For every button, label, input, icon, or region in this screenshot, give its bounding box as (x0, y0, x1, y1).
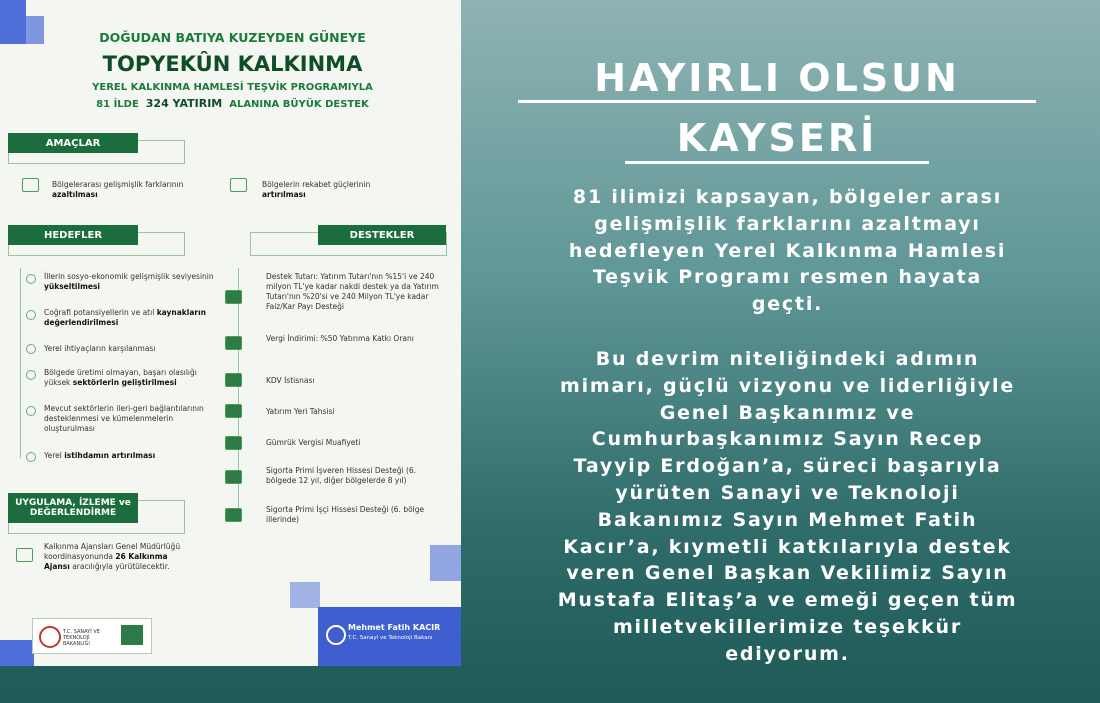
list-item: Coğrafi potansiyellerin ve atıl kaynakların değerlendirilmesi (44, 308, 207, 327)
brand-logo (121, 625, 143, 645)
list-item: Bölgelerarası gelişmişlik farklarının azaltılması (52, 180, 184, 199)
list-item: Gümrük Vergisi Muafiyeti (266, 438, 361, 447)
section-header-hedefler: HEDEFLER (8, 225, 138, 245)
heading-line2: KAYSERİ (676, 116, 878, 160)
list-item: Yerel istihdamın artırılması (44, 451, 156, 460)
decor-block (430, 545, 461, 581)
seal-icon (326, 625, 346, 645)
chart-icon (16, 548, 33, 562)
poster-title-line3: YEREL KALKINMA HAMLESİ TEŞVİK PROGRAMIYLA (92, 82, 373, 93)
bullet-icon (26, 344, 36, 354)
list-item: Mevcut sektörlerin ileri-geri bağlantılarının desteklenmesi ve kümelenmelerin oluşturulması (44, 404, 204, 433)
worker-icon (225, 508, 242, 522)
bullet-icon (26, 370, 36, 380)
list-item: Sigorta Primi İşveren Hissesi Desteği (6. bölgede 12 yıl, diğer bölgelerde 8 yıl) (266, 466, 417, 485)
minister-name: Mehmet Fatih KACIR (348, 623, 441, 632)
growth-icon (230, 178, 247, 192)
list-item: Yatırım Yeri Tahsisi (266, 407, 335, 416)
list-item: Destek Tutarı: Yatırım Tutarı'nın %15'i ve 240 milyon TL'ye kadar nakdi destek ya da Yatırım Tutarı'nın %20'si ve 240 Milyon TL'ye kadar Faiz/Kar Payı Desteği (266, 272, 439, 311)
list-item: Yerel ihtiyaçların karşılanması (44, 344, 156, 353)
bullet-icon (26, 452, 36, 462)
percent-icon (225, 336, 242, 350)
minister-role: T.C. Sanayi ve Teknoloji Bakanı (348, 635, 433, 641)
list-item: Sigorta Primi İşçi Hissesi Desteği (6. bölge illerinde) (266, 505, 425, 524)
heading-line1: HAYIRLI OLSUN (594, 56, 960, 100)
growth-icon (22, 178, 39, 192)
list-item: Bölgelerin rekabet güçlerinin artırılması (262, 180, 371, 199)
paragraph-intro: 81 ilimizi kapsayan, bölgeler arası gelişmişlik farklarını azaltmayı hedefleyen Yerel Kalkınma Hamlesi Teşvik Programı resmen hayata geçti. (568, 186, 1007, 316)
bullet-icon (26, 274, 36, 284)
minister-signature-box (318, 607, 461, 666)
heading-underline (625, 161, 929, 164)
poster-image (0, 0, 461, 666)
heading-underline (518, 100, 1036, 103)
poster-title-line1: DOĞUDAN BATIYA KUZEYDEN GÜNEYE (99, 30, 366, 45)
money-icon (225, 290, 242, 304)
ministry-label: T.C. SANAYİ VE TEKNOLOJİ BAKANLIĞI (63, 629, 100, 647)
section-header-amaclar: AMAÇLAR (8, 133, 138, 153)
section-header-uygulama: UYGULAMA, İZLEME ve DEĞERLENDİRME (8, 493, 138, 523)
customs-icon (225, 436, 242, 450)
ministry-logo (32, 618, 152, 654)
bullet-icon (26, 406, 36, 416)
list-item: KDV İstisnası (266, 376, 315, 385)
list-item: İllerin sosyo-ekonomik gelişmişlik seviyesinin yükseltilmesi (44, 272, 214, 291)
poster-title-line4: 81 İLDE 324 YATIRIM ALANINA BÜYÜK DESTEK (96, 97, 369, 110)
section-header-destekler: DESTEKLER (318, 225, 446, 245)
list-item: Vergi İndirimi: %50 Yatırıma Katkı Oranı (266, 334, 414, 343)
paragraph-thanks: Bu devrim niteliğindeki adımın mimarı, güçlü vizyonu ve liderliğiyle Genel Başkanımız ve Cumhurbaşkanımız Sayın Recep Tayyip Erdoğan’a, süreci başarıyla yürüten Sanayi ve Teknoloji Bakanımız Sayın Mehmet Fatih Kacır’a, kıymetli katkılarıyla destek veren Genel Başkan Vekilimiz Sayın Mustafa Elitaş’a ve emeği geçen tüm milletvekillerimize teşekkür ediyorum. (557, 348, 1018, 665)
decor-block (290, 582, 320, 608)
poster-title-main: TOPYEKÛN KALKINMA (102, 52, 363, 76)
decor-block (26, 16, 44, 44)
decor-block (0, 640, 34, 666)
connector-line (20, 268, 21, 458)
insurance-icon (225, 470, 242, 484)
decor-block (0, 0, 26, 44)
bullet-icon (26, 310, 36, 320)
land-icon (225, 404, 242, 418)
list-item: Bölgede üretimi olmayan, başarı olasılığı yüksek sektörlerin geliştirilmesi (44, 368, 197, 387)
kdv-icon (225, 373, 242, 387)
seal-icon (39, 626, 61, 648)
list-item: Kalkınma Ajansları Genel Müdürlüğü koordinasyonunda 26 Kalkınma Ajansı aracılığıyla yürütülecektir. (44, 542, 181, 571)
